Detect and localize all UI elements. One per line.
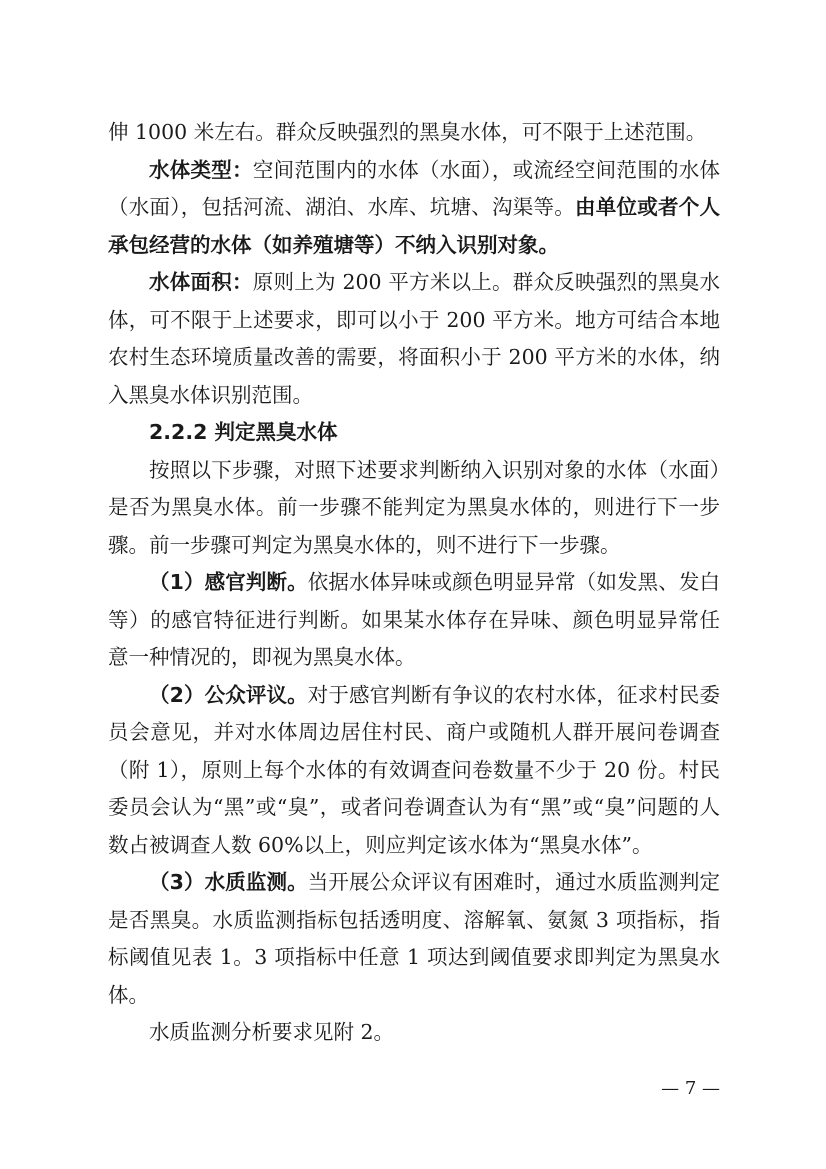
page-number: — 7 — xyxy=(661,1078,720,1099)
step-1-text: 依据水体异味或颜色明显异常（如发黑、发白等）的感官特征进行判断。如果某水体存在异味、颜色明显异常任意一种情况的，即视为黑臭水体。 xyxy=(108,570,721,669)
water-type-label: 水体类型： xyxy=(149,157,253,182)
step-1-label: （1）感官判断。 xyxy=(149,570,308,594)
paragraph-step-2 xyxy=(108,677,720,865)
paragraph-steps-intro: 按照以下步骤，对照下述要求判断纳入识别对象的水体（水面）是否为黑臭水体。前一步骤不能判定为黑臭水体的，则进行下一步骤。前一步骤可判定为黑臭水体的，则不进行下一步骤。 xyxy=(108,457,720,557)
step-3-label: （3）水质监测。 xyxy=(149,870,308,894)
paragraph-water-type xyxy=(108,152,720,265)
step-2-text: 对于感官判断有争议的农村水体，征求村民委员会意见，并对水体周边居住村民、商户或随机人群开展问卷调查（附 1），原则上每个水体的有效调查问卷数量不少于 20 份。村民委员会认为“黑”或“臭”，或者问卷调查认为有“黑”或“臭”问题的人数占被调查人数 60%以上，则应判定该水体为“黑臭水体”。 xyxy=(108,682,721,857)
step-3-text: 当开展公众评议有困难时，通过水质监测判定是否黑臭。水质监测指标包括透明度、溶解氧、氨氮 3 项指标，指标阈值见表 1。3 项指标中任意 1 项达到阈值要求即判定为黑臭水体。 xyxy=(108,870,721,1007)
step-2-label: （2）公众评议。 xyxy=(149,682,308,707)
paragraph-continuation: 伸 1000 米左右。群众反映强烈的黑臭水体，可不限于上述范围。 xyxy=(108,120,707,144)
section-heading: 2.2.2 判定黑臭水体 xyxy=(149,420,338,444)
water-type-text: 空间范围内的水体（水面），或流经空间范围的水体（水面），包括河流、湖泊、水库、坑塘、沟渠等。 xyxy=(108,157,720,219)
paragraph-water-area xyxy=(108,264,720,414)
paragraph-monitoring-note: 水质监测分析要求见附 2。 xyxy=(149,1020,395,1044)
paragraph-step-1 xyxy=(108,564,720,677)
document-body xyxy=(108,114,720,1052)
water-area-label: 水体面积： xyxy=(149,270,253,294)
water-area-text: 原则上为 200 平方米以上。群众反映强烈的黑臭水体，可不限于上述要求，即可以小于 200 平方米。地方可结合本地农村生态环境质量改善的需要，将面积小于 200 平方米的水体，纳入黑臭水体识别范围。 xyxy=(108,270,720,407)
water-type-exclusion: 由单位或者个人承包经营的水体（如养殖塘等）不纳入识别对象。 xyxy=(108,195,720,257)
paragraph-step-3 xyxy=(108,864,720,1014)
